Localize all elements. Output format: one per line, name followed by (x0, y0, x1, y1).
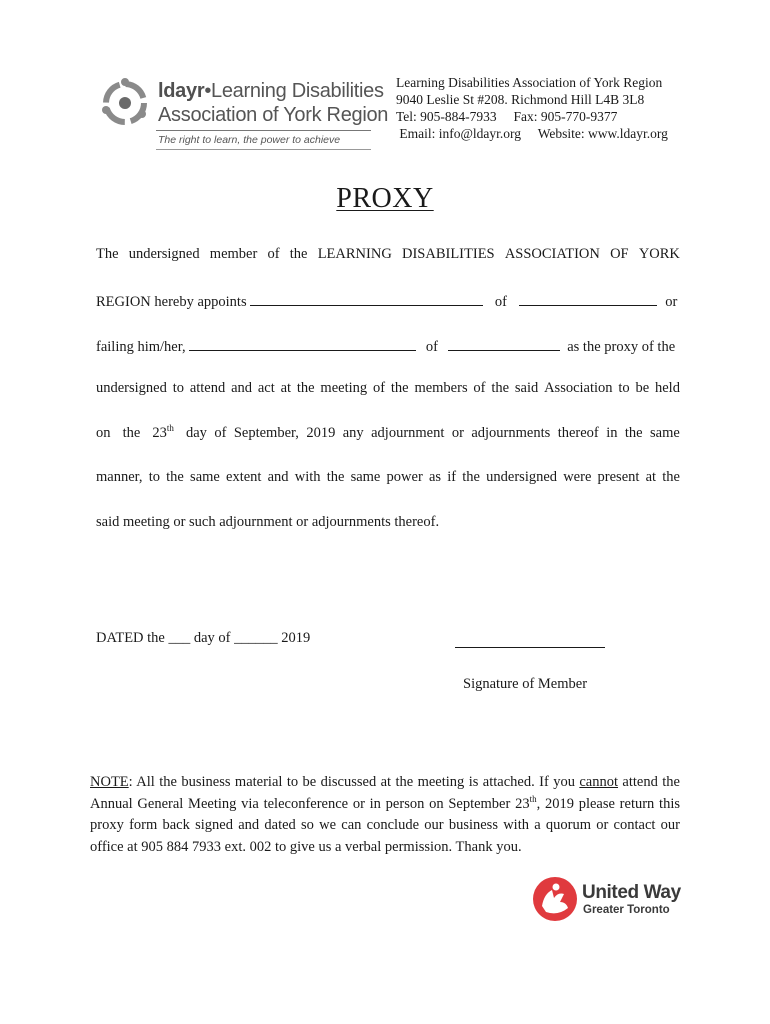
word: in (606, 425, 618, 441)
body-line-3 (96, 336, 680, 356)
logo-tagline: The right to learn, the power to achieve (158, 134, 341, 146)
body-line-5-rest (186, 425, 680, 442)
word: adjournments (471, 425, 551, 441)
word: the (491, 380, 510, 396)
logo-name-part1: Learning Disabilities (211, 80, 384, 102)
word: DISABILITIES (401, 246, 495, 262)
note-paragraph: NOTE: All the business material to be discussed at the meeting is attached. If you cannot attend the Annual General Meeting via teleconference or in person on September 23th, 2019 please return this proxy form back signed and dated so we can conclude our business with a quorum or contact our office at 905 884 7933 ext. 002 to give us a verbal permission. Thank you. (90, 774, 680, 855)
logo-separator: • (204, 80, 212, 102)
word: the (296, 380, 315, 396)
united-way-subtitle: Greater Toronto (583, 904, 670, 916)
word: same (190, 469, 220, 485)
word: said (514, 380, 539, 396)
cannot-emphasis: cannot (579, 774, 619, 790)
word: the (326, 469, 345, 485)
address-line1: Learning Disabilities Association of York Region (396, 75, 663, 90)
failing-text: failing him/her, (96, 339, 186, 355)
alternate-name-field[interactable] (189, 336, 416, 351)
day-of-text: day of (193, 630, 231, 646)
word: Association (544, 380, 613, 396)
word: the (166, 469, 184, 485)
word: to (618, 380, 630, 396)
word: of (267, 246, 280, 262)
body-line-5 (96, 425, 680, 442)
word: of (214, 425, 227, 441)
address-fax: Fax: 905-770-9377 (513, 109, 618, 124)
proxy-of-text: as the proxy of the (567, 339, 676, 355)
word: and (231, 380, 253, 396)
word: the (624, 425, 643, 441)
word: extent (226, 469, 262, 485)
logo-name-part2: Association of York Region (158, 104, 389, 126)
appointee-name-field[interactable] (250, 291, 483, 306)
or-text: or (665, 294, 678, 310)
day-field[interactable]: ___ (168, 630, 191, 646)
word: undersigned (486, 469, 558, 485)
logo-brand: ldayr (158, 80, 205, 102)
word: The (96, 246, 119, 262)
word: power (386, 469, 423, 485)
word: OF (610, 246, 629, 262)
signature-field[interactable] (455, 647, 605, 648)
word: as (428, 469, 442, 485)
address-web-line (396, 125, 668, 142)
logo-title (158, 80, 384, 103)
word: of (372, 380, 386, 396)
address-line2: 9040 Leslie St #208. Richmond Hill L4B 3L8 (396, 92, 645, 107)
word: the (390, 380, 409, 396)
body-line-2 (96, 291, 680, 311)
word: thereof (557, 425, 599, 441)
word: manner, (96, 469, 143, 485)
month-field[interactable]: ______ (234, 630, 278, 646)
word: adjournment (371, 425, 445, 441)
word: ASSOCIATION (504, 246, 600, 262)
word: members (414, 380, 468, 396)
meeting-day: 23th (152, 423, 174, 441)
page-title: PROXY (336, 183, 434, 214)
word: to (148, 469, 160, 485)
logo-divider (156, 130, 371, 131)
word: to (172, 380, 184, 396)
address-website: Website: www.ldayr.org (537, 126, 668, 141)
word: act (257, 380, 275, 396)
word: same (350, 469, 381, 485)
body-line-6 (96, 469, 680, 486)
body-line-1 (96, 246, 680, 263)
signature-label: Signature of Member (463, 676, 588, 692)
word: be (635, 380, 650, 396)
the-text: the (122, 425, 141, 441)
body-line-4 (96, 380, 680, 397)
word: the (662, 469, 680, 485)
word: were (563, 469, 592, 485)
on-text: on (96, 425, 111, 441)
dated-line (96, 630, 310, 647)
word: attend (189, 380, 226, 396)
appointee-location-field[interactable] (519, 291, 657, 306)
address-email: Email: info@ldayr.org (399, 126, 522, 141)
appoints-text: REGION hereby appoints (96, 294, 247, 310)
word: member (209, 246, 258, 262)
address-phone-line (396, 108, 668, 125)
logo-divider-bottom (156, 149, 371, 150)
word: of (473, 380, 486, 396)
word: if (447, 469, 457, 485)
word: or (451, 425, 464, 441)
word: meeting (320, 380, 368, 396)
word: undersigned (128, 246, 200, 262)
word: the (289, 246, 308, 262)
word: undersigned (96, 380, 167, 396)
word: present (597, 469, 640, 485)
word: same (650, 425, 680, 441)
word: LEARNING (317, 246, 392, 262)
united-way-hand-icon (532, 876, 578, 922)
dated-text: DATED the (96, 630, 165, 646)
body-line-7: said meeting or such adjournment or adjournments thereof. (96, 514, 440, 530)
ldayr-logo-icon (98, 76, 152, 130)
word: at (645, 469, 657, 485)
word: at (280, 380, 292, 396)
word: the (462, 469, 480, 485)
of-text-2: of (425, 339, 438, 355)
word: any (342, 425, 364, 441)
united-way-name: United Way (582, 882, 681, 903)
word: 2019 (306, 425, 336, 441)
note-label: NOTE (90, 774, 129, 790)
address-tel: Tel: 905-884-7933 (396, 109, 497, 124)
address-block (396, 74, 668, 142)
word: with (294, 469, 321, 485)
word: held (655, 380, 680, 396)
word: YORK (638, 246, 680, 262)
word: September, (233, 425, 299, 441)
year-text: 2019 (281, 630, 311, 646)
word: day (185, 425, 207, 441)
of-text: of (494, 294, 507, 310)
alternate-location-field[interactable] (448, 336, 560, 351)
word: and (267, 469, 289, 485)
